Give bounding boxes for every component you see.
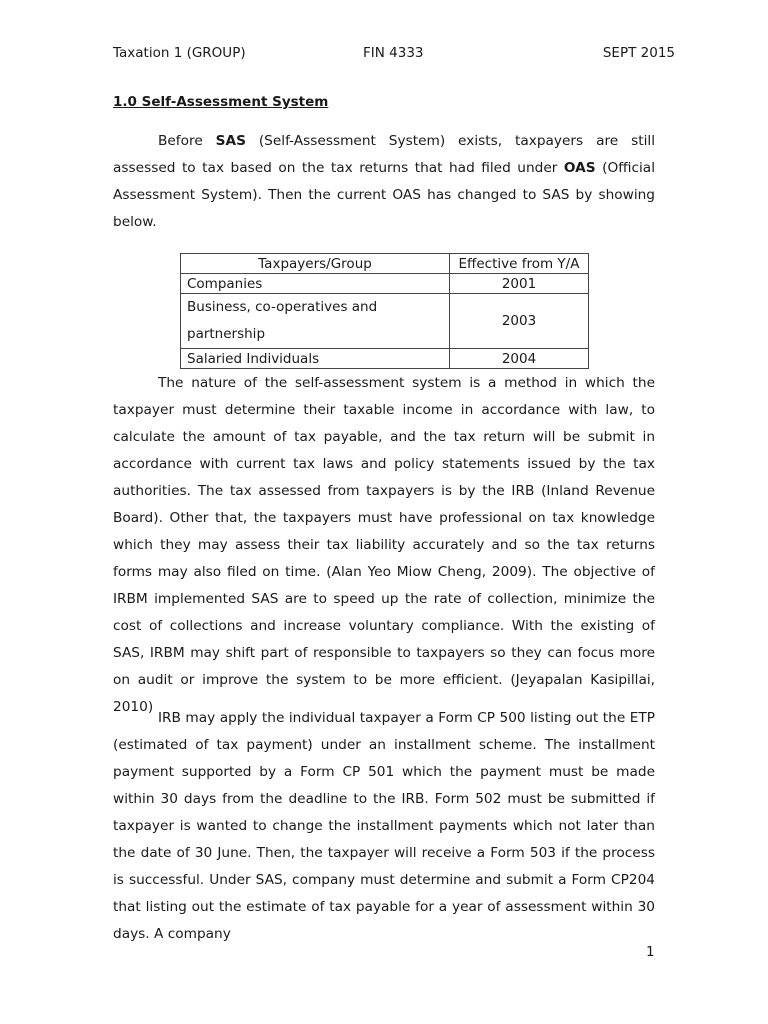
paragraph-intro-text-1: Before (158, 133, 216, 149)
page-number: 1 (646, 944, 655, 960)
paragraph-nature (113, 370, 655, 721)
table-header-row (181, 254, 589, 274)
table-row (181, 349, 589, 369)
paragraph-irb (113, 705, 655, 948)
header-date: SEPT 2015 (602, 45, 675, 61)
effective-year-table (180, 253, 589, 369)
section-heading: 1.0 Self-Assessment System (113, 94, 329, 110)
paragraph-irb-text: IRB may apply the individual taxpayer a Form CP 500 listing out the ETP (estimated of tax payment) under an installment scheme. The installment payment supported by a Form CP 501 which the payment must be made within 30 days from the deadline to the IRB. Form 502 must be submitted if taxpayer is wanted to change the installment payments which not later than the date of 30 June. Then, the taxpayer will receive a Form 503 if the process is successful. Under SAS, company must determine and submit a Form CP204 that listing out the estimate of tax payable for a year of assessment within 30 days. A company (113, 710, 655, 942)
paragraph-intro-text-2: (Self-Assessment System) exists, taxpayers are still assessed to tax based on the tax returns that had filed under (113, 133, 655, 176)
table-header-group: Taxpayers/Group (181, 254, 450, 274)
table-cell-year: 2004 (450, 349, 589, 369)
table-cell-year: 2003 (450, 294, 589, 349)
table-cell-group: Companies (181, 274, 450, 294)
table-cell-group: Salaried Individuals (181, 349, 450, 369)
header-course-code: FIN 4333 (363, 45, 424, 61)
header-course-title: Taxation 1 (GROUP) (113, 45, 246, 61)
paragraph-intro (113, 128, 655, 236)
table-cell-year: 2001 (450, 274, 589, 294)
page-header (113, 45, 675, 65)
paragraph-intro-text-3: (Official Assessment System). Then the current OAS has changed to SAS by showing below. (113, 160, 655, 230)
table-row (181, 294, 589, 349)
table-header-year: Effective from Y/A (450, 254, 589, 274)
term-oas: OAS (563, 160, 596, 176)
term-sas: SAS (215, 133, 246, 149)
table-row (181, 274, 589, 294)
paragraph-nature-text: The nature of the self-assessment system is a method in which the taxpayer must determine their taxable income in accordance with law, to calculate the amount of tax payable, and the tax return will be submit in accordance with current tax laws and policy statements issued by the tax authorities. The tax assessed from taxpayers is by the IRB (Inland Revenue Board). Other that, the taxpayers must have professional on tax knowledge which they may assess their tax liability accurately and so the tax returns forms may also filed on time. (Alan Yeo Miow Cheng, 2009). The objective of IRBM implemented SAS are to speed up the rate of collection, minimize the cost of collections and increase voluntary compliance. With the existing of SAS, IRBM may shift part of responsible to taxpayers so they can focus more on audit or improve the system to be more efficient. (Jeyapalan Kasipillai, 2010) (113, 375, 655, 715)
table-cell-group: Business, co-operatives and partnership (181, 294, 450, 349)
